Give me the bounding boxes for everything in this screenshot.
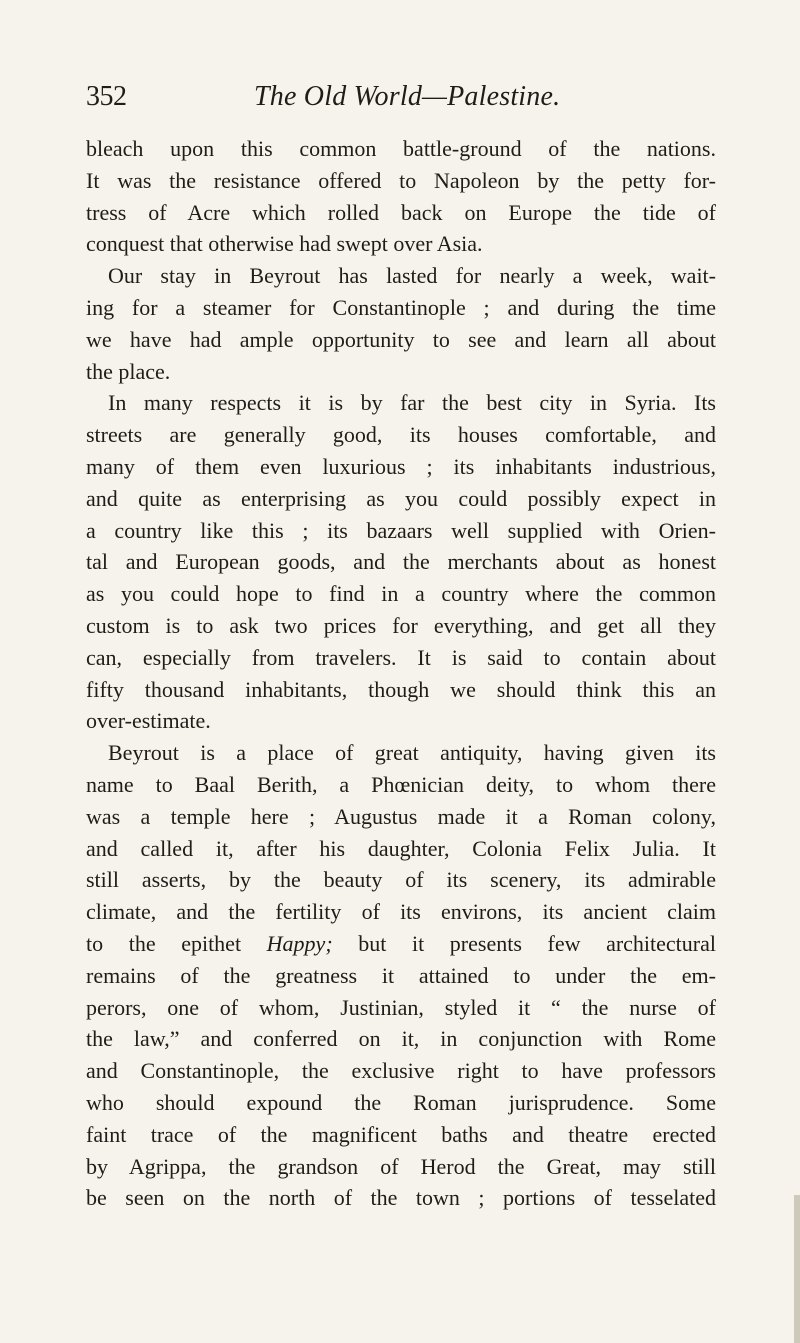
text-line: ing for a steamer for Constantinople ; and during the time [86, 294, 716, 320]
text-line: over-estimate. [86, 708, 211, 734]
text-line: bleach upon this common battle-ground of the nations. [86, 136, 716, 161]
text-line: tress of Acre which rolled back on Europe the tide of [86, 199, 716, 225]
text-line: by Agrippa, the grandson of Herod the Great, may still [86, 1153, 716, 1179]
text-line: and Constantinople, the exclusive right to have professors [86, 1058, 716, 1084]
paragraph-start-line: Beyrout is a place of great antiquity, having given its [108, 740, 716, 766]
body-text [86, 133, 716, 1214]
epithet-rest: but it presents few architectural [332, 930, 716, 956]
text-line: be seen on the north of the town ; portions of tesselated [86, 1185, 716, 1211]
paragraph-start-line: In many respects it is by far the best city in Syria. Its [108, 390, 716, 416]
text-line: a country like this ; its bazaars well supplied with Orien- [86, 517, 716, 543]
text-line: the law,” and conferred on it, in conjunction with Rome [86, 1026, 716, 1052]
text-line: perors, one of whom, Justinian, styled it “ the nurse of [86, 994, 716, 1020]
text-line: we have had ample opportunity to see and learn all about [86, 326, 716, 352]
text-line: tal and European goods, and the merchants about as honest [86, 549, 716, 575]
text-line: conquest that otherwise had swept over Asia. [86, 231, 483, 257]
text-line-epithet [86, 928, 716, 960]
text-line: can, especially from travelers. It is said to contain about [86, 644, 716, 670]
text-line: and called it, after his daughter, Colonia Felix Julia. It [86, 835, 716, 861]
text-line: as you could hope to find in a country where the common [86, 581, 716, 607]
text-line: the place. [86, 358, 171, 384]
text-line: climate, and the fertility of its environs, its ancient claim [86, 899, 716, 925]
text-line: remains of the greatness it attained to under the em- [86, 962, 716, 988]
epithet-lead: to the epithet [86, 930, 267, 956]
text-line: fifty thousand inhabitants, though we should think this an [86, 676, 716, 702]
page-number: 352 [86, 81, 127, 112]
text-line: name to Baal Berith, a Phœnician deity, to whom there [86, 771, 716, 797]
text-line: who should expound the Roman jurisprudence. Some [86, 1089, 716, 1115]
text-line: custom is to ask two prices for everything, and get all they [86, 612, 716, 638]
text-line: faint trace of the magnificent baths and theatre erected [86, 1121, 716, 1147]
text-line: still asserts, by the beauty of its scenery, its admirable [86, 867, 716, 893]
paragraph-start-line: Our stay in Beyrout has lasted for nearly a week, wait- [108, 263, 716, 289]
text-line: and quite as enterprising as you could possibly expect in [86, 485, 716, 511]
epithet-italic: Happy; [266, 930, 333, 956]
text-line: was a temple here ; Augustus made it a Roman colony, [86, 803, 716, 829]
running-title: The Old World—Palestine. [254, 81, 561, 112]
running-head [86, 77, 706, 117]
text-line: streets are generally good, its houses comfortable, and [86, 422, 716, 448]
text-line: It was the resistance offered to Napoleon by the petty for- [86, 167, 716, 193]
page-edge-shadow [794, 1195, 800, 1343]
text-line: many of them even luxurious ; its inhabitants industrious, [86, 453, 716, 479]
